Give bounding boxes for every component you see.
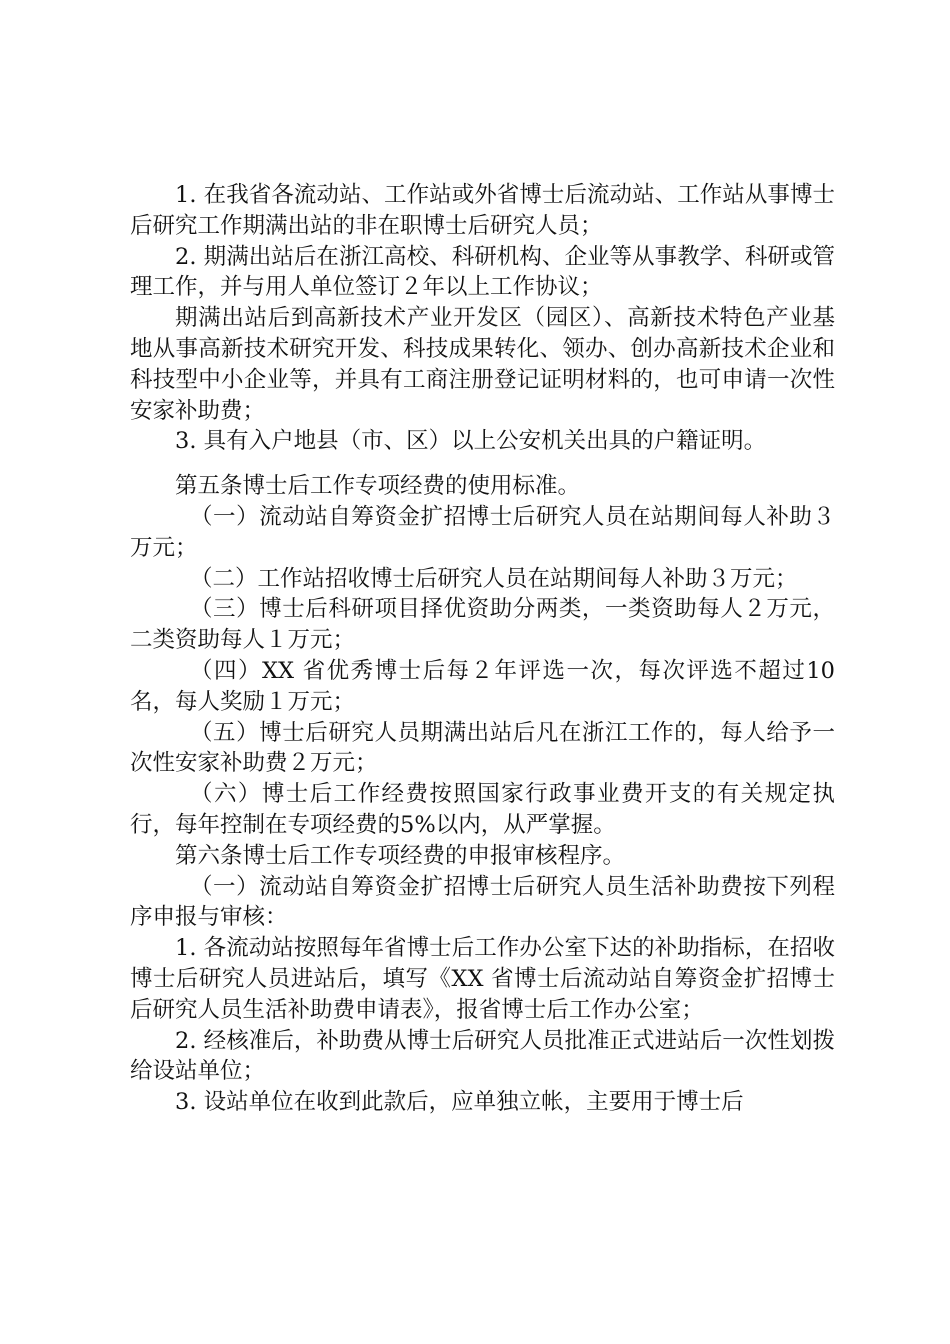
paragraph-procedure-step-3: 3. 设站单位在收到此款后，应单独立帐，主要用于博士后 — [175, 1089, 744, 1116]
paragraph-standard-3: （三）博士后科研项目择优资助分两类，一类资助每人２万元，二类资助每人１万元； — [130, 596, 835, 654]
paragraph-standard-6: （六）博士后工作经费按照国家行政事业费开支的有关规定执行，每年控制在专项经费的5%以内，从严掌握。 — [130, 781, 835, 838]
paragraph-standard-4: （四）XX 省优秀博士后每２年评选一次，每次评选不超过10 名，每人奖励１万元； — [130, 657, 835, 715]
article-6-heading: 第六条博士后工作专项经费的申报审核程序。 — [175, 842, 626, 869]
paragraph-standard-5: （五）博士后研究人员期满出站后凡在浙江工作的，每人给予一次性安家补助费２万元； — [130, 719, 835, 777]
paragraph-condition-2: 2. 期满出站后在浙江高校、科研机构、企业等从事教学、科研或管理工作，并与用人单位签订２年以上工作协议； — [130, 243, 835, 301]
article-5-heading: 第五条博士后工作专项经费的使用标准。 — [175, 473, 581, 500]
paragraph-procedure-1: （一）流动站自筹资金扩招博士后研究人员生活补助费按下列程序申报与审核： — [130, 873, 835, 931]
paragraph-condition-hightech: 期满出站后到高新技术产业开发区（园区）、高新技术特色产业基地从事高新技术研究开发、科技成果转化、领办、创办高新技术企业和科技型中小企业等，并具有工商注册登记证明材料的，也可申请一次性安家补助费； — [130, 305, 835, 424]
paragraph-standard-2: （二）工作站招收博士后研究人员在站期间每人补助３万元； — [190, 565, 798, 592]
paragraph-condition-3: 3. 具有入户地县（市、区）以上公安机关出具的户籍证明。 — [175, 428, 767, 455]
document-body — [130, 180, 835, 1118]
paragraph-procedure-step-1: 1. 各流动站按照每年省博士后工作办公室下达的补助指标，在招收博士后研究人员进站后，填写《XX 省博士后流动站自筹资金扩招博士后研究人员生活补助费申请表》，报省博士后工作办公室； — [130, 935, 835, 1023]
paragraph-condition-1: 1. 在我省各流动站、工作站或外省博士后流动站、工作站从事博士后研究工作期满出站的非在职博士后研究人员； — [130, 182, 835, 239]
paragraph-procedure-step-2: 2. 经核准后，补助费从博士后研究人员批准正式进站后一次性划拨给设站单位； — [130, 1027, 835, 1085]
paragraph-standard-1: （一）流动站自筹资金扩招博士后研究人员在站期间每人补助３万元； — [130, 503, 835, 561]
